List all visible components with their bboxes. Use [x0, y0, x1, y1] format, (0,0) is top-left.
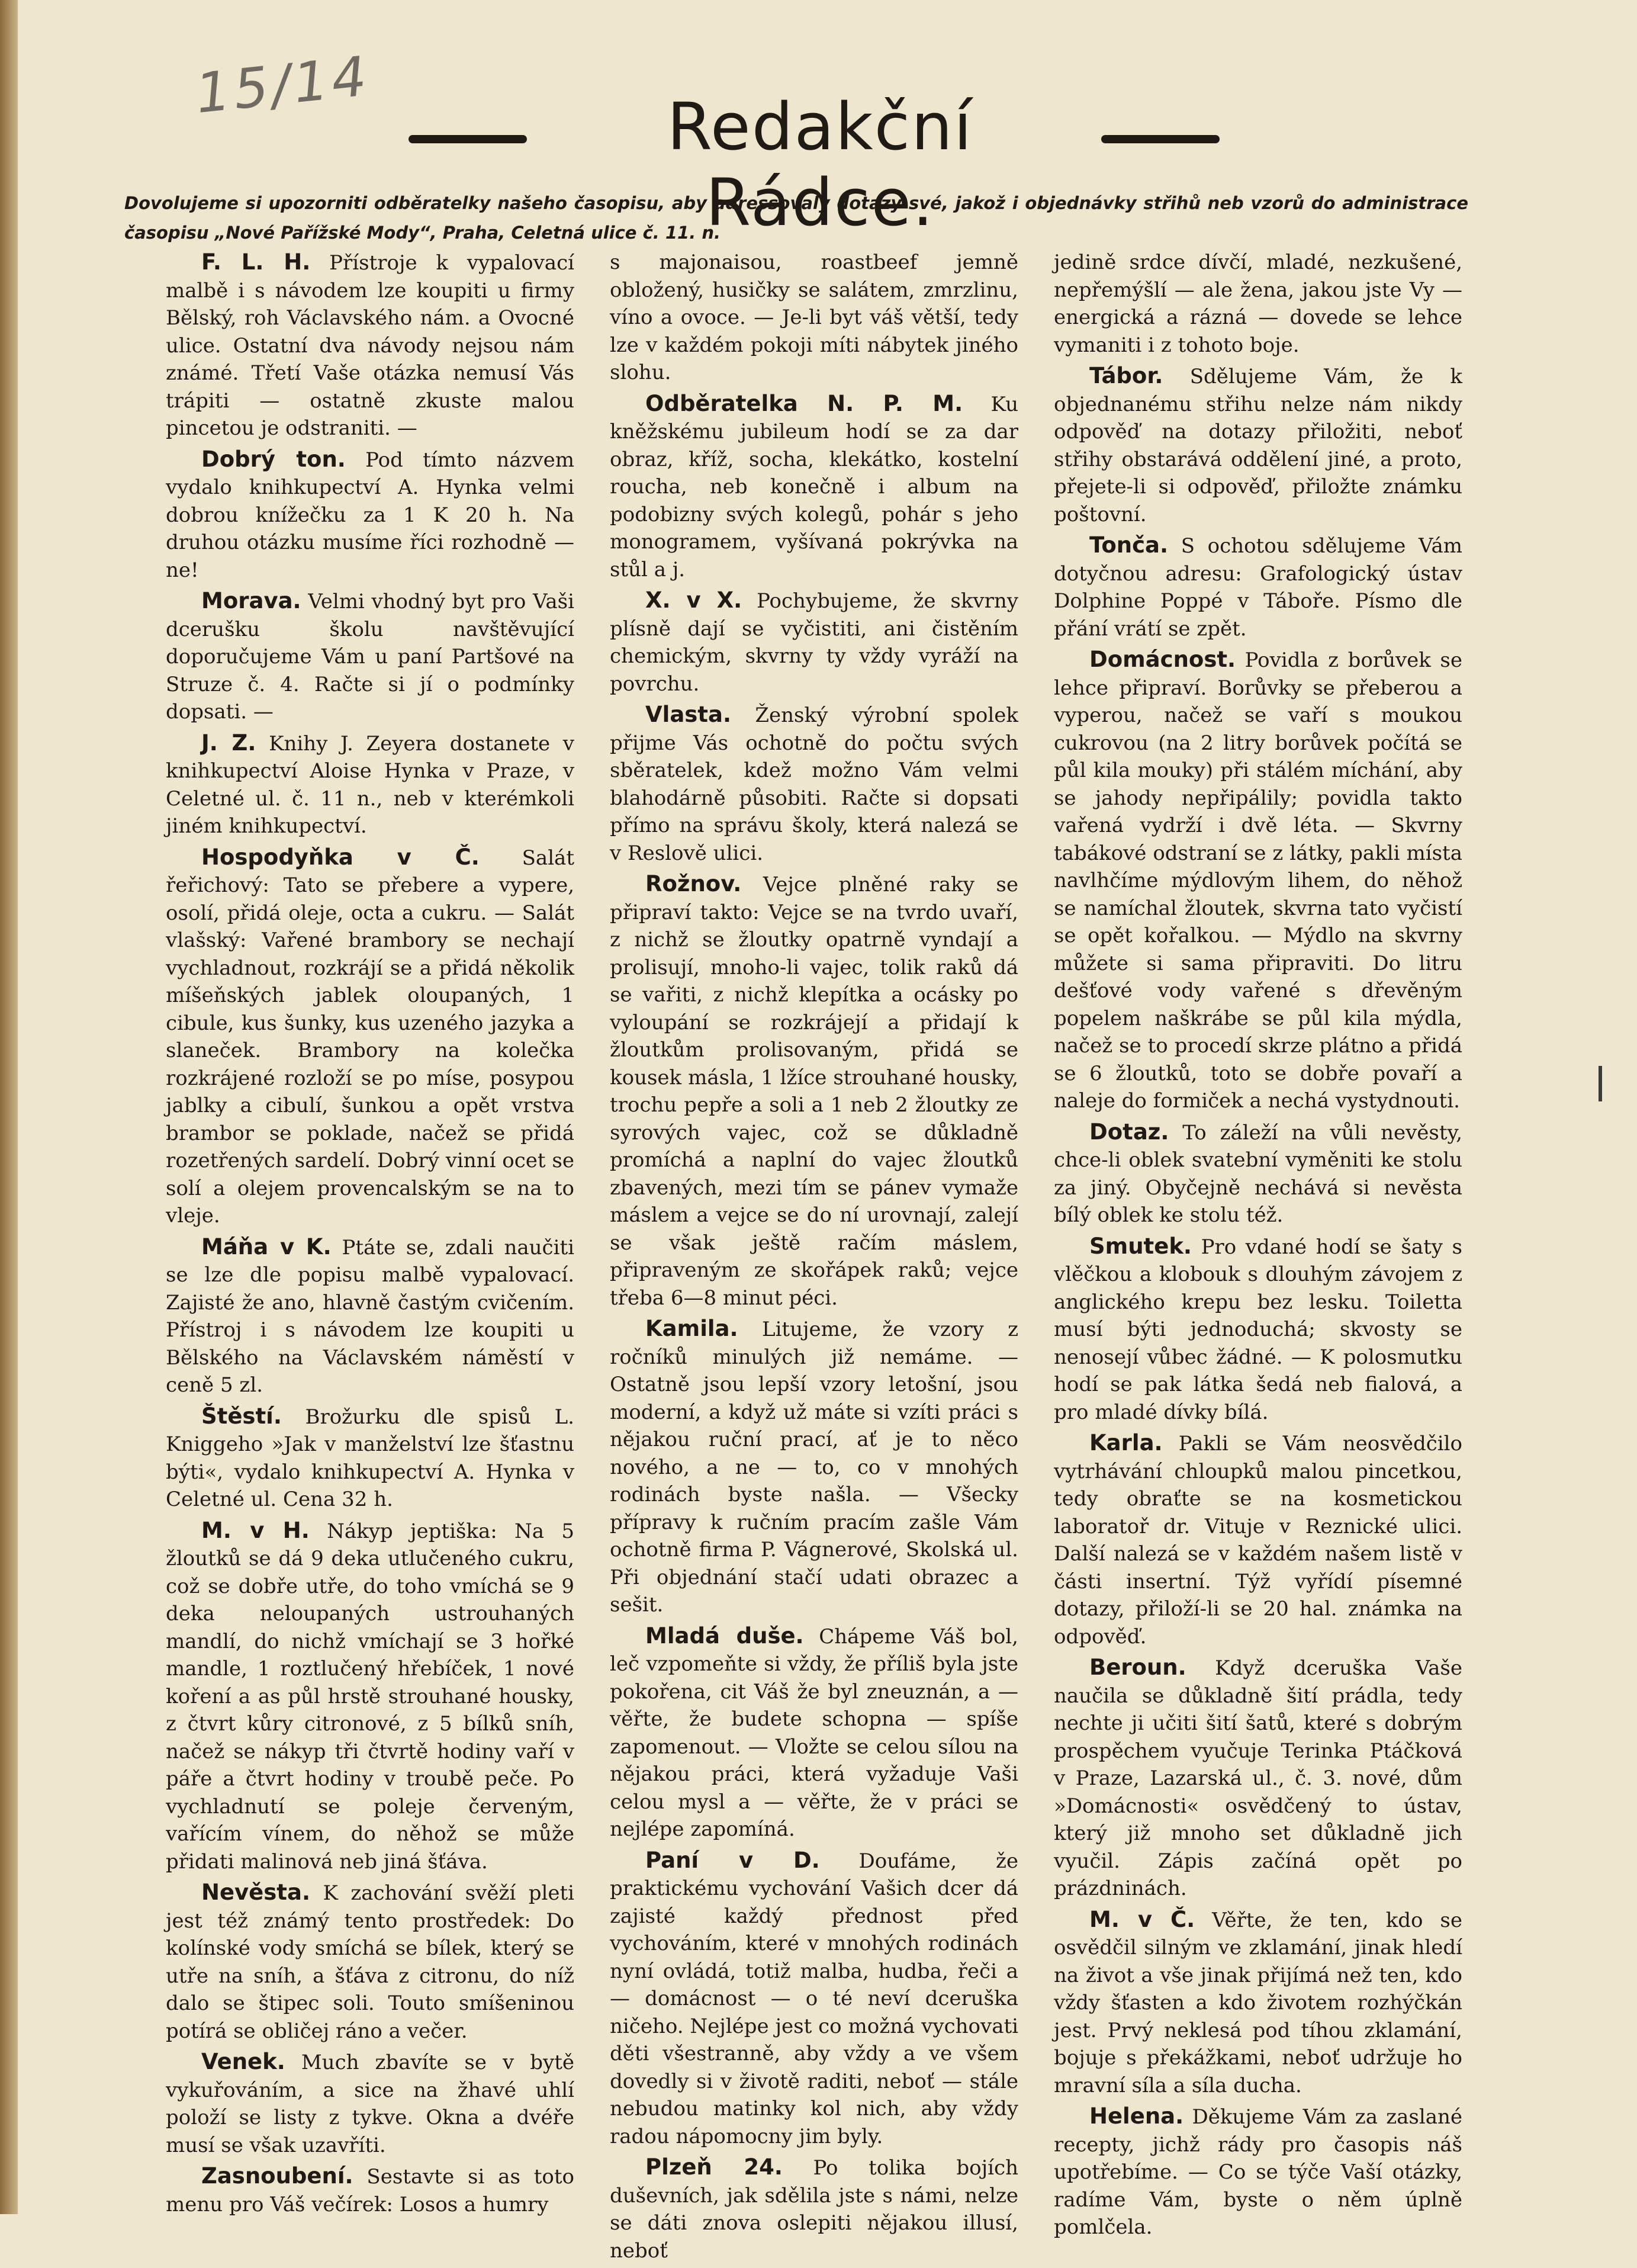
answer-entry — [166, 2163, 574, 2218]
entry-heading: J. Z. — [201, 730, 256, 756]
entry-text: Nákyp jeptiška: Na 5 žloutků se dá 9 deka utlučeného cukru, což se dobře utře, do toho vmíchá se 9 deka neloupaných ustrouhaných mandlí, do nichž vmíchají se 3 hořké mandle, 1 roztlučený hřebíček, 1 nové koření a as půl hrstě strouhané housky, z čtvrt kůry citronové, z 5 bílků sníh, načež se nákyp tři čtvrtě hodiny vaří v páře a čtvrt hodiny v troubě peče. Po vychladnutí se poleje červeným, vařícím vínem, do něhož se může přidati malinová neb jiná šťáva. — [166, 1519, 574, 1874]
answer-entry — [610, 1623, 1018, 1843]
entry-heading: X. v X. — [645, 587, 742, 613]
answer-entry — [610, 701, 1018, 867]
answer-entry — [166, 1233, 574, 1399]
entry-text: s majonaisou, roastbeef jemně obložený, husičky se salátem, zmrzlinu, víno a ovoce. — Je-li byt váš větší, tedy lze v každém pokoji míti nábytek jiného slohu. — [610, 250, 1018, 384]
entry-heading: Morava. — [201, 588, 301, 613]
answer-entry — [1054, 1906, 1462, 2100]
handwritten-page-note: 15/14 — [192, 44, 373, 126]
entry-text: Když dceruška Vaše naučila se důkladně šití prádla, tedy nechte ji učiti šití šatů, které s dobrým prospěchem vyučuje Terinka Ptáčková v Praze, Lazarská ul., č. 3. nové, dům »Domácnosti« osvědčený to ústav, který již mnoho set důkladně jich vyučil. Zápis začíná opět po prázdninách. — [1054, 1656, 1463, 1900]
entry-heading: Helena. — [1089, 2103, 1184, 2129]
entry-heading: Dobrý ton. — [201, 446, 346, 472]
answer-entry — [166, 249, 574, 442]
entry-text: Děkujeme Vám za zaslané recepty, jichž rády pro časopis náš upotřebíme. — Co se týče Vaší otázky, radíme Vám, byste o něm úplně pomlčela. — [1054, 2105, 1463, 2239]
entry-heading: Paní v D. — [645, 1847, 820, 1873]
entry-text: Po tolika bojích duševních, jak sdělila jste s námi, nelze se dáti znova oslepiti nějakou illusí, neboť — [610, 2156, 1018, 2263]
entry-text: Vejce plněné raky se připraví takto: Vejce se na tvrdo uvaří, z nichž se žloutky opatrně vyndají a prolisují, mnoho-li vajec, tolik raků dá se vařiti, z nichž klepítka a ocásky po vyloupání se rozkrájejí a přidají k žloutkům prolisovaným, přidá se kousek másla, 1 lžíce strouhané housky, trochu pepře a soli a 1 neb 2 žloutky ze syrových vajec, což se důkladně promíchá a naplní do vajec žloutků zbavených, mezi tím se pánev vymaže máslem a vejce se do ní urovnají, zalejí se však ještě račím máslem, připraveným ze skořápek raků; vejce třeba 6—8 minut péci. — [610, 873, 1018, 1310]
answer-entry — [610, 587, 1018, 698]
entry-text: Pakli se Vám neosvědčilo vytrhávání chloupků malou pincetkou, tedy obraťte se na kosmetickou laboratoř dr. Vituje v Reznické ulici. Další nalezá se v každém našem listě v části insertní. Týž vyřídí písemné dotazy, přiloží-li se 20 hal. známka na odpověď. — [1054, 1432, 1462, 1649]
entry-text: Much zbavíte se v bytě vykuřováním, a sice na žhavé uhlí položí se listy z tykve. Okna a dvéře musí se však uzavříti. — [166, 2051, 575, 2157]
answer-entry — [610, 1847, 1018, 2151]
answer-entry — [166, 2048, 574, 2159]
entry-heading: Venek. — [201, 2049, 285, 2074]
answer-entry — [1054, 362, 1462, 528]
entry-text: Pod tímto názvem vydalo knihkupectví A. Hynka velmi dobrou knížečku za 1 K 20 h. Na druhou otázku musíme říci rozhodně — ne! — [166, 448, 574, 582]
entry-heading: Zasnoubení. — [201, 2163, 353, 2189]
entry-text: Ženský výrobní spolek přijme Vás ochotně do počtu svých sběratelek, kdež možno Vám velmi blahodárně působiti. Račte si dopsati přímo na správu školy, která nalezá se v Reslově ulici. — [610, 703, 1018, 865]
page-title: Redakční Rádce. — [667, 89, 973, 240]
entry-text: Sestavte si as toto menu pro Váš večírek: Losos a humry — [166, 2165, 574, 2216]
title-rule-right — [1101, 135, 1220, 143]
entry-text: Přístroje k vypalovací malbě i s návodem lze koupiti u firmy Bělský, roh Václavského nám. a Ovocné ulice. Ostatní dva návody nejsou nám známé. Třetí Vaše otázka nemusí Vás trápiti — ostatně zkuste malou pincetou je odstraniti. — — [166, 251, 574, 440]
entry-text: Povidla z borůvek se lehce připraví. Borůvky se přeberou a vyperou, načež se vaří s moukou cukrovou (na 2 litry borůvek počítá se půl kila mouky) při stálém míchání, aby se jahody nepřipálily; povidla takto vařená vydrží i dvě léta. — Skvrny tabákové odstraní se z látky, pakli místa navlhčíme mýdlovým lihem, do něhož se namíchal žloutek, skvrna tato vyčistí se opět kořalkou. — Mýdlo na skvrny můžete si sama připraviti. Do litru dešťové vody vařené s dřevěným popelem naškrábe se půl kila mýdla, načež se to procedí skrze plátno a přidá se 6 žloutků, toto se dobře povaří a naleje do formiček a nechá vystydnouti. — [1054, 648, 1462, 1113]
answer-entry — [1054, 1654, 1462, 1903]
entry-text: K zachování svěží pleti jest též známý tento prostředek: Do kolínské vody smíchá se bílek, který se utře na sníh, a šťáva z citronu, do níž dalo se štipec soli. Touto smíšeninou potírá se obličej ráno a večer. — [166, 1881, 574, 2043]
entry-text: Litujeme, že vzory z ročníků minulých již nemáme. — Ostatně jsou lepší vzory letošní, jsou moderní, a když už máte si vzíti práci s nějakou ruční prací, ať je to něco nového, a ne — to, co v mnohých rodinách byste našla. — Všecky přípravy k ručním pracím zašle Vám ochotně firma P. Vágnerové, Skolská ul. Při objednání stačí udati obrazec a sešit. — [610, 1318, 1018, 1617]
entry-text: Knihy J. Zeyera dostanete v knihkupectví Aloise Hynka v Praze, v Celetné ul. č. 11 n., neb v kterémkoli jiném knihkupectví. — [166, 731, 574, 838]
entry-heading: Štěstí. — [201, 1403, 282, 1429]
answer-entry — [166, 1403, 574, 1514]
column-2 — [610, 249, 1018, 2268]
answer-entry — [166, 1879, 574, 2045]
entry-text: jedině srdce dívčí, mladé, nezkušené, nepřemýšlí — ale žena, jakou jste Vy — energická a rázná — dovede se lehce vymaniti i z tohoto boje. — [1054, 250, 1462, 357]
answer-entry — [166, 730, 574, 840]
entry-heading: Mladá duše. — [645, 1623, 804, 1649]
entry-text: Pochybujeme, že skvrny plísně dají se vyčistiti, ani čistěním chemickým, skvrny ty vždy vyráží na povrchu. — [610, 589, 1018, 696]
entry-heading: Hospodyňka v Č. — [201, 844, 480, 870]
entry-text: Doufáme, že praktickému vychování Vašich dcer dá zajisté každý přednost před vychováním, které v mnohých rodinách nyní ovládá, totiž malba, hudba, řeči a — domácnost — o té neví dceruška ničeho. Nejlépe jest co možná vychovati děti všestranně, aby vždy a ve všem dovedly si v životě raditi, neboť — stále nebudou matinky kol nich, aby vždy radou nápomocny jim byly. — [610, 1849, 1019, 2148]
entry-text: Ptáte se, zdali naučiti se lze dle popisu malbě vypalovací. Zajisté že ano, hlavně častým cvičením. Přístroj i s návodem lze koupiti u Bělského na Václavském náměstí v ceně 5 zl. — [166, 1235, 575, 1397]
entry-text: Brožurku dle spisů L. Kniggeho »Jak v manželství lze šťastnu býti«, vydalo knihkupectví A. Hynka v Celetné ul. Cena 32 h. — [166, 1405, 574, 1511]
answer-entry — [610, 1315, 1018, 1619]
answer-entry — [1054, 249, 1462, 359]
entry-heading: M. v Č. — [1089, 1906, 1195, 1932]
answer-entry — [610, 870, 1018, 1312]
answer-entry — [1054, 646, 1462, 1115]
entry-heading: Tábor. — [1089, 363, 1163, 388]
entry-heading: Smutek. — [1089, 1233, 1192, 1259]
entry-heading: Tonča. — [1089, 532, 1169, 558]
entry-heading: Beroun. — [1089, 1655, 1186, 1680]
entry-heading: Dotaz. — [1089, 1119, 1169, 1145]
margin-mark — [1599, 1066, 1602, 1101]
entry-heading: Karla. — [1089, 1430, 1163, 1456]
entry-heading: Domácnost. — [1089, 647, 1236, 672]
title-rule-left — [409, 135, 527, 143]
answer-entry — [610, 249, 1018, 387]
entry-text: Velmi vhodný byt pro Vaši dcerušku školu navštěvující doporučujeme Vám u paní Partšové na Struze č. 4. Račte si jí o podmínky dopsati. — — [166, 590, 574, 724]
answer-entry — [166, 446, 574, 584]
answer-entry — [610, 2154, 1018, 2264]
entry-text: To záleží na vůli nevěsty, chce-li oblek svatební vyměniti ke stolu za jiný. Obyčejně nechává si nevěsta bílý oblek ke stolu též. — [1054, 1120, 1463, 1227]
column-1 — [166, 249, 574, 2222]
entry-text: Sdělujeme Vám, že k objednanému střihu nelze nám nikdy odpověď na dotazy přiložiti, neboť střihy obstarává oddělení jiné, a proto, přejete-li si odpověď, přiložte známku poštovní. — [1054, 365, 1462, 526]
entry-heading: Nevěsta. — [201, 1880, 311, 1905]
answer-entry — [1054, 1233, 1462, 1427]
answer-entry — [1054, 2103, 1462, 2241]
entry-text: Věřte, že ten, kdo se osvědčil silným ve zklamání, jinak hledí na život a vše jinak přijímá než ten, kdo vždy šťasten a kdo životem rozhýčkán jest. Prvý neklesá pod tíhou zklamání, bojuje s překážkami, neboť udržuje ho mravní síla a síla ducha. — [1054, 1908, 1462, 2097]
answer-entry — [1054, 1119, 1462, 1229]
entry-heading: Kamila. — [645, 1316, 738, 1341]
entry-text: Ku kněžskému jubileum hodí se za dar obraz, kříž, socha, klekátko, kostelní roucha, neb konečně i album na podobizny svých kolegů, pohár s jeho monogramem, vyšívaná pokrývka na stůl a j. — [610, 392, 1018, 582]
page-spine-edge — [0, 0, 18, 2214]
entry-text: Salát řeřichový: Tato se přebere a vypere, osolí, přidá oleje, octa a cukru. — Salát vlašský: Vařené brambory se nechají vychladnout, rozkrájí se a přidá několik míšeňských jablek oloupaných, 1 cibule, kus šunky, kus uzeného jazyka a slaneček. Brambory na kolečka rozkrájené rozloží se po míse, posypou jablky a cibulí, šunkou a opět vrstva brambor se poklade, načež se přidá rozetřených sardelí. Dobrý vinní ocet se solí a olejem provencalským se na to vleje. — [166, 846, 574, 1228]
answer-entry — [1054, 532, 1462, 643]
entry-heading: M. v H. — [201, 1517, 310, 1543]
column-3 — [1054, 249, 1462, 2245]
entry-text: Chápeme Váš bol, leč vzpomeňte si vždy, že příliš byla jste pokořena, cit Váš že byl zneuznán, a — věřte, že budete schopna — spíše zapomenout. — Vložte se celou sílou na nějakou práci, která vyžaduje Vaši celou mysl a — věřte, že v práci se nejlépe zapomíná. — [610, 1624, 1018, 1841]
answer-entry — [166, 1517, 574, 1876]
answer-entry — [166, 587, 574, 726]
editorial-notice: Dovolujeme si upozorniti odběratelky našeho časopisu, aby adressovaly dotazy své, jakož i objednávky střihů neb vzorů do administrace časopisu „Nové Pařížské Mody“, Praha, Celetná ulice č. 11. n. — [124, 193, 1468, 243]
entry-heading: Rožnov. — [645, 871, 742, 897]
answer-entry — [610, 390, 1018, 584]
entry-heading: F. L. H. — [201, 249, 311, 275]
answer-entry — [166, 844, 574, 1230]
entry-heading: Plzeň 24. — [645, 2154, 783, 2180]
answer-entry — [1054, 1429, 1462, 1650]
entry-text: S ochotou sdělujeme Vám dotyčnou adresu: Grafologický ústav Dolphine Poppé v Táboře. Písmo dle přání vrátí se zpět. — [1054, 534, 1462, 641]
entry-text: Pro vdané hodí se šaty s vlěčkou a klobouk s dlouhým závojem z anglického krepu bez lesku. Toiletta musí býti jednoduchá; skvosty se nenosejí vůbec žádné. — K polosmutku hodí se pak látka šedá neb fialová, a pro mladé dívky bílá. — [1054, 1235, 1462, 1424]
entry-heading: Vlasta. — [645, 702, 732, 727]
entry-heading: Máňa v K. — [201, 1233, 332, 1260]
entry-heading: Odběratelka N. P. M. — [645, 390, 963, 416]
